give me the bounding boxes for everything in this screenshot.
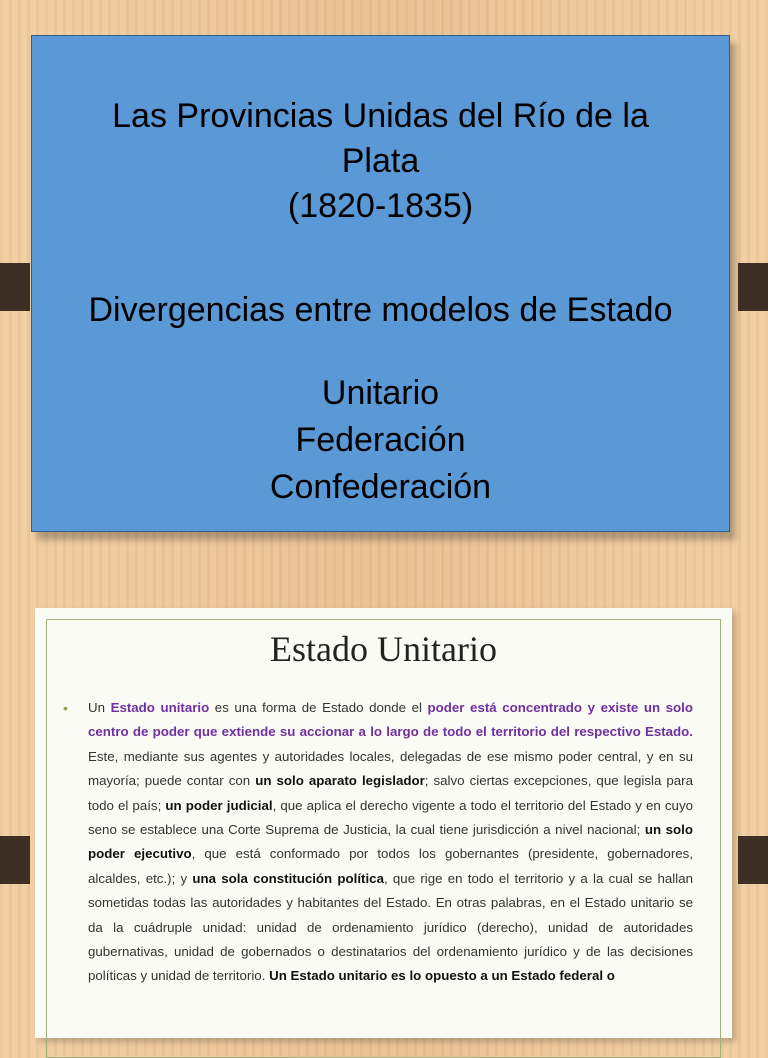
content-slide (35, 608, 732, 1038)
right-tab-top (738, 263, 768, 311)
model-unitario: Unitario (321, 374, 440, 412)
plain-text: , que rige en todo el territorio y a la cual se hallan sometidas todas las autoridades y habitantes del Estado. En otras palabras, en el Estado unitario se da la cuádruple unidad: unidad de ordenamiento jurídico (derecho), unidad de autoridades gubernativas, unidad de gobernados o destinatarios del ordenamiento jurídico y de las decisiones políticas y unidad de territorio. (88, 870, 693, 984)
slide-heading: Estado Unitario (270, 629, 497, 669)
left-tab-top (0, 263, 30, 311)
bold-text: una sola constitución política (192, 870, 384, 886)
plain-text: Este, mediante sus agentes y autoridades locales, delegadas de ese mismo poder central, y en su mayoría; puede contar con (88, 748, 693, 789)
model-confederacion: Confederación (269, 468, 492, 506)
bullet-icon: • (63, 700, 68, 716)
highlight-text: poder está concentrado y existe un solo centro de poder que extiende su accionar a lo largo de todo el territorio del respectivo Estado. (88, 700, 693, 740)
title-slide (31, 35, 730, 532)
right-tab-bottom (738, 836, 768, 884)
left-tab-bottom (0, 836, 30, 884)
highlight-text: Estado unitario (110, 700, 210, 715)
model-list (32, 370, 729, 511)
title-line-3: (1820-1835) (287, 187, 474, 225)
title-line-2: Plata (341, 142, 420, 180)
body-paragraph (63, 696, 693, 989)
paragraph-text (88, 700, 693, 983)
bold-text: un solo aparato legislador (255, 773, 425, 789)
slide-frame (46, 619, 721, 1058)
plain-text: ; salvo ciertas excepciones, que legisla para todo el país; (88, 773, 693, 813)
plain-text: Un (88, 700, 111, 715)
plain-text: , que aplica el derecho vigente a todo el territorio del Estado y en cuyo seno se establece una Corte Suprema de Justicia, la cual tiene jurisdicción a nivel nacional; (88, 797, 693, 838)
bold-text: Un Estado unitario es lo opuesto a un Estado federal o (269, 968, 615, 984)
model-federacion: Federación (295, 421, 466, 459)
bold-text: un poder judicial (165, 797, 273, 813)
slide-subtitle: Divergencias entre modelos de Estado (88, 291, 673, 329)
slide-title (32, 94, 729, 229)
bold-text: un solo poder ejecutivo (88, 822, 693, 862)
plain-text: , que está conformado por todos los gobernantes (presidente, gobernadores, alcaldes, etc.); y (88, 846, 693, 886)
title-line-1: Las Provincias Unidas del Río de la (112, 97, 649, 135)
plain-text: es una forma de Estado donde el (209, 700, 428, 715)
